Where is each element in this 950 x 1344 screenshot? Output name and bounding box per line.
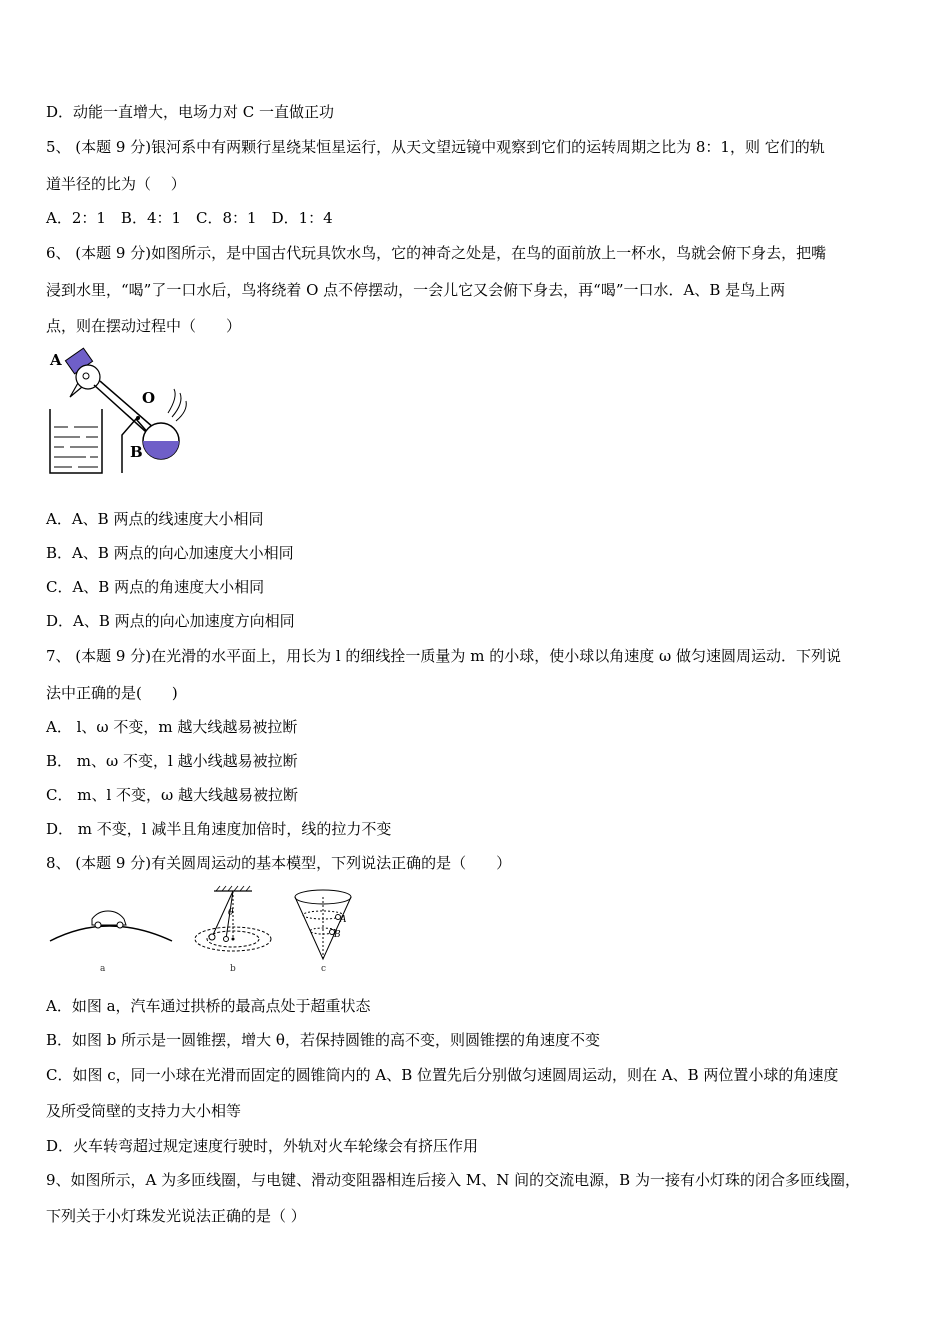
q8-option-a: A．如图 a，汽车通过拱桥的最高点处于超重状态: [46, 997, 371, 1015]
label-a: A: [50, 351, 62, 369]
q6-option-c: C．A、B 两点的角速度大小相同: [46, 578, 265, 596]
label-b: B: [130, 443, 143, 461]
q4-option-d: D．动能一直增大，电场力对 C 一直做正功: [46, 103, 335, 121]
drinking-bird-figure: [46, 345, 191, 475]
circular-motion-figure: [46, 885, 366, 980]
caption-b: b: [230, 964, 236, 974]
arch-bridge: [50, 926, 172, 941]
label-o: O: [142, 389, 156, 407]
caption-c: c: [321, 964, 327, 974]
q6-stem-line3: 点，则在摆动过程中（ ）: [46, 317, 242, 335]
bird-tail: [168, 389, 186, 421]
water-cup: [50, 409, 102, 473]
q6-stem-line1: 6、 (本题 9 分)如图所示，是中国古代玩具饮水鸟，它的神奇之处是，在鸟的面前放上一杯水，鸟就会俯下身去，把嘴: [46, 244, 827, 262]
ceiling-hatch: [216, 886, 250, 891]
q8-option-d: D．火车转弯超过规定速度行驶时，外轨对火车轮缘会有挤压作用: [46, 1137, 479, 1155]
q7-option-a: A． l、ω 不变，m 越大线越易被拉断: [46, 718, 298, 736]
q9-stem-line2: 下列关于小灯珠发光说法正确的是（ ）: [46, 1207, 306, 1225]
q8-stem: 8、 (本题 9 分)有关圆周运动的基本模型，下列说法正确的是（ ）: [46, 854, 512, 872]
car-icon: [92, 911, 126, 928]
q5-options: A．2：1 B．4：1 C．8：1 D．1：4: [46, 209, 333, 227]
theta-label: θ: [228, 908, 234, 918]
q9-stem-line1: 9、如图所示，A 为多匝线圈，与电键、滑动变阻器相连后接入 M、N 间的交流电源，B 为一接有小灯珠的闭合多匝线圈，: [46, 1171, 860, 1189]
q7-option-d: D． m 不变，l 减半且角速度加倍时，线的拉力不变: [46, 820, 392, 838]
q7-stem-line2: 法中正确的是( ): [46, 684, 178, 702]
point-b-label: B: [334, 930, 341, 940]
point-a-label: A: [340, 915, 347, 925]
q7-option-b: B． m、ω 不变，l 越小线越易被拉断: [46, 752, 298, 770]
q8-option-c-cont: 及所受筒壁的支持力大小相等: [46, 1102, 242, 1120]
bird-body-liquid: [143, 441, 179, 459]
q6-option-d: D．A、B 两点的向心加速度方向相同: [46, 612, 295, 630]
caption-a: a: [100, 964, 106, 974]
q8-option-b: B．如图 b 所示是一圆锥摆，增大 θ，若保持圆锥的高不变，则圆锥摆的角速度不变: [46, 1031, 600, 1049]
q7-option-c: C． m、l 不变，ω 越大线越易被拉断: [46, 786, 299, 804]
q8-option-c: C．如图 c，同一小球在光滑而固定的圆锥筒内的 A、B 位置先后分别做匀速圆周运动，则在 A、B 两位置小球的角速度: [46, 1066, 839, 1084]
q6-stem-line2: 浸到水里，“喝”了一口水后，鸟将绕着 O 点不停摆动，一会儿它又会俯下身去，再“喝”一口水．A、B 是鸟上两: [46, 281, 786, 299]
pivot-o: [136, 416, 140, 420]
water-lines: [54, 427, 98, 467]
q6-option-a: A．A、B 两点的线速度大小相同: [46, 510, 264, 528]
q7-stem-line1: 7、 (本题 9 分)在光滑的水平面上，用长为 l 的细线拴一质量为 m 的小球，使小球以角速度 ω 做匀速圆周运动．下列说: [46, 647, 841, 665]
q6-option-b: B．A、B 两点的向心加速度大小相同: [46, 544, 294, 562]
q5-stem-line2: 道半径的比为（ ）: [46, 175, 186, 193]
q5-stem-line1: 5、 (本题 9 分)银河系中有两颗行星绕某恒星运行，从天文望远镜中观察到它们的运转周期之比为 8：1，则 它们的轨: [46, 138, 825, 156]
bird-head: [76, 365, 100, 389]
